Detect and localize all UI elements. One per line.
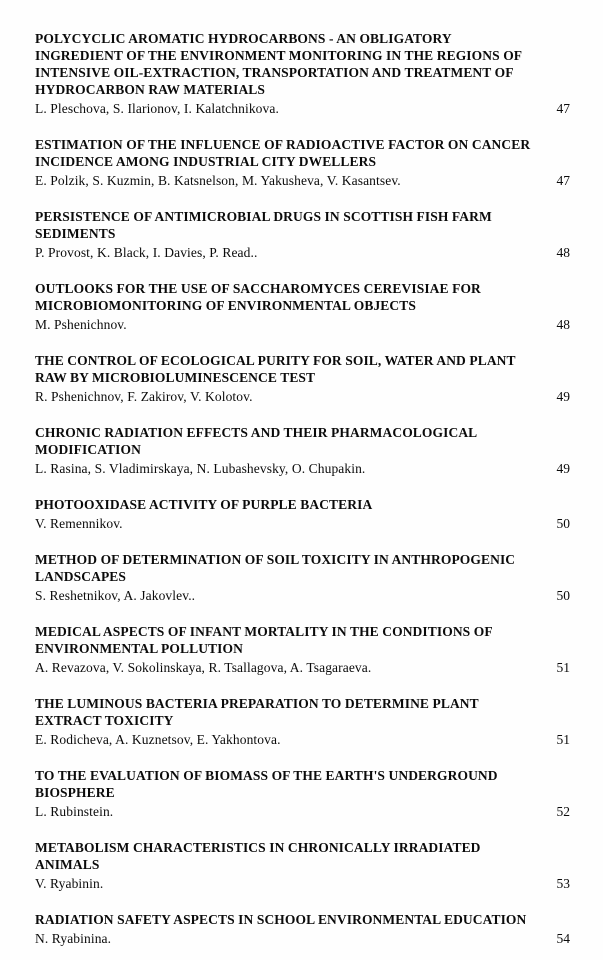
entry-title: CHRONIC RADIATION EFFECTS AND THEIR PHARMACOLOGICAL MODIFICATION — [35, 425, 477, 457]
entry-byline — [35, 515, 570, 532]
entry-title: RADIATION SAFETY ASPECTS IN SCHOOL ENVIRONMENTAL EDUCATION — [35, 912, 527, 927]
entry-byline — [35, 244, 570, 261]
entry-page-number: 50 — [556, 516, 570, 531]
entry-byline — [35, 172, 570, 189]
entry-title: THE LUMINOUS BACTERIA PREPARATION TO DETERMINE PLANT EXTRACT TOXICITY — [35, 696, 479, 728]
entry-title: ESTIMATION OF THE INFLUENCE OF RADIOACTIVE FACTOR ON CANCER INCIDENCE AMONG INDUSTRIAL CITY DWELLERS — [35, 137, 531, 169]
entry-title: PERSISTENCE OF ANTIMICROBIAL DRUGS IN SCOTTISH FISH FARM SEDIMENTS — [35, 209, 492, 241]
entry-byline — [35, 100, 570, 117]
entry-page-number: 54 — [556, 931, 570, 946]
toc-entry — [35, 136, 570, 189]
entry-title: TO THE EVALUATION OF BIOMASS OF THE EARTH'S UNDERGROUND BIOSPHERE — [35, 768, 498, 800]
entry-page-number: 49 — [556, 389, 570, 404]
toc-entry — [35, 208, 570, 261]
entry-page-number: 47 — [556, 101, 570, 116]
entry-page-number: 47 — [556, 173, 570, 188]
entry-page-number: 51 — [556, 660, 570, 675]
entry-authors: L. Rubinstein. — [35, 804, 114, 819]
toc-entry — [35, 623, 570, 676]
entry-title: MEDICAL ASPECTS OF INFANT MORTALITY IN THE CONDITIONS OF ENVIRONMENTAL POLLUTION — [35, 624, 493, 656]
entry-title: PHOTOOXIDASE ACTIVITY OF PURPLE BACTERIA — [35, 497, 373, 512]
toc-entry — [35, 839, 570, 892]
entry-byline — [35, 587, 570, 604]
entry-title: OUTLOOKS FOR THE USE OF SACCHAROMYCES CEREVISIAE FOR MICROBIOMONITORING OF ENVIRONMENTAL OBJECTS — [35, 281, 481, 313]
entry-byline — [35, 803, 570, 820]
toc-entry — [35, 30, 570, 117]
entry-page-number: 48 — [556, 317, 570, 332]
entry-byline — [35, 659, 570, 676]
entry-authors: V. Remennikov. — [35, 516, 123, 531]
entry-authors: L. Rasina, S. Vladimirskaya, N. Lubashevsky, O. Chupakin. — [35, 461, 366, 476]
entry-authors: V. Ryabinin. — [35, 876, 104, 891]
entry-byline — [35, 316, 570, 333]
toc-entry — [35, 280, 570, 333]
entry-page-number: 53 — [556, 876, 570, 891]
toc-entry — [35, 496, 570, 532]
entry-authors: R. Pshenichnov, F. Zakirov, V. Kolotov. — [35, 389, 253, 404]
entry-authors: N. Ryabinina. — [35, 931, 112, 946]
entry-authors: L. Pleschova, S. Ilarionov, I. Kalatchnikova. — [35, 101, 279, 116]
entry-byline — [35, 731, 570, 748]
entry-authors: P. Provost, K. Black, I. Davies, P. Read.. — [35, 245, 258, 260]
entry-page-number: 52 — [556, 804, 570, 819]
entry-title: METABOLISM CHARACTERISTICS IN CHRONICALLY IRRADIATED ANIMALS — [35, 840, 481, 872]
entry-byline — [35, 930, 570, 947]
entry-authors: E. Rodicheva, A. Kuznetsov, E. Yakhontova. — [35, 732, 281, 747]
toc-entry — [35, 424, 570, 477]
entry-page-number: 50 — [556, 588, 570, 603]
entry-page-number: 48 — [556, 245, 570, 260]
entry-title: THE CONTROL OF ECOLOGICAL PURITY FOR SOIL, WATER AND PLANT RAW BY MICROBIOLUMINESCENCE TEST — [35, 353, 516, 385]
toc-entry — [35, 551, 570, 604]
entry-authors: E. Polzik, S. Kuzmin, B. Katsnelson, M. Yakusheva, V. Kasantsev. — [35, 173, 401, 188]
entry-page-number: 51 — [556, 732, 570, 747]
entry-byline — [35, 388, 570, 405]
entry-authors: A. Revazova, V. Sokolinskaya, R. Tsallagova, A. Tsagaraeva. — [35, 660, 372, 675]
entry-title: METHOD OF DETERMINATION OF SOIL TOXICITY IN ANTHROPOGENIC LANDSCAPES — [35, 552, 516, 584]
entry-byline — [35, 875, 570, 892]
toc-entry — [35, 911, 570, 947]
toc-entry — [35, 352, 570, 405]
entry-authors: S. Reshetnikov, A. Jakovlev.. — [35, 588, 196, 603]
entry-page-number: 49 — [556, 461, 570, 476]
toc-entry — [35, 695, 570, 748]
toc-list — [35, 30, 570, 947]
entry-byline — [35, 460, 570, 477]
toc-entry — [35, 767, 570, 820]
entry-authors: M. Pshenichnov. — [35, 317, 127, 332]
entry-title: POLYCYCLIC AROMATIC HYDROCARBONS - AN OBLIGATORY INGREDIENT OF THE ENVIRONMENT MONITORING IN THE REGIONS OF INTENSIVE OIL-EXTRACTION, TRANSPORTATION AND TREATMENT OF HYDROCARBON RAW MATERIALS — [35, 31, 522, 97]
